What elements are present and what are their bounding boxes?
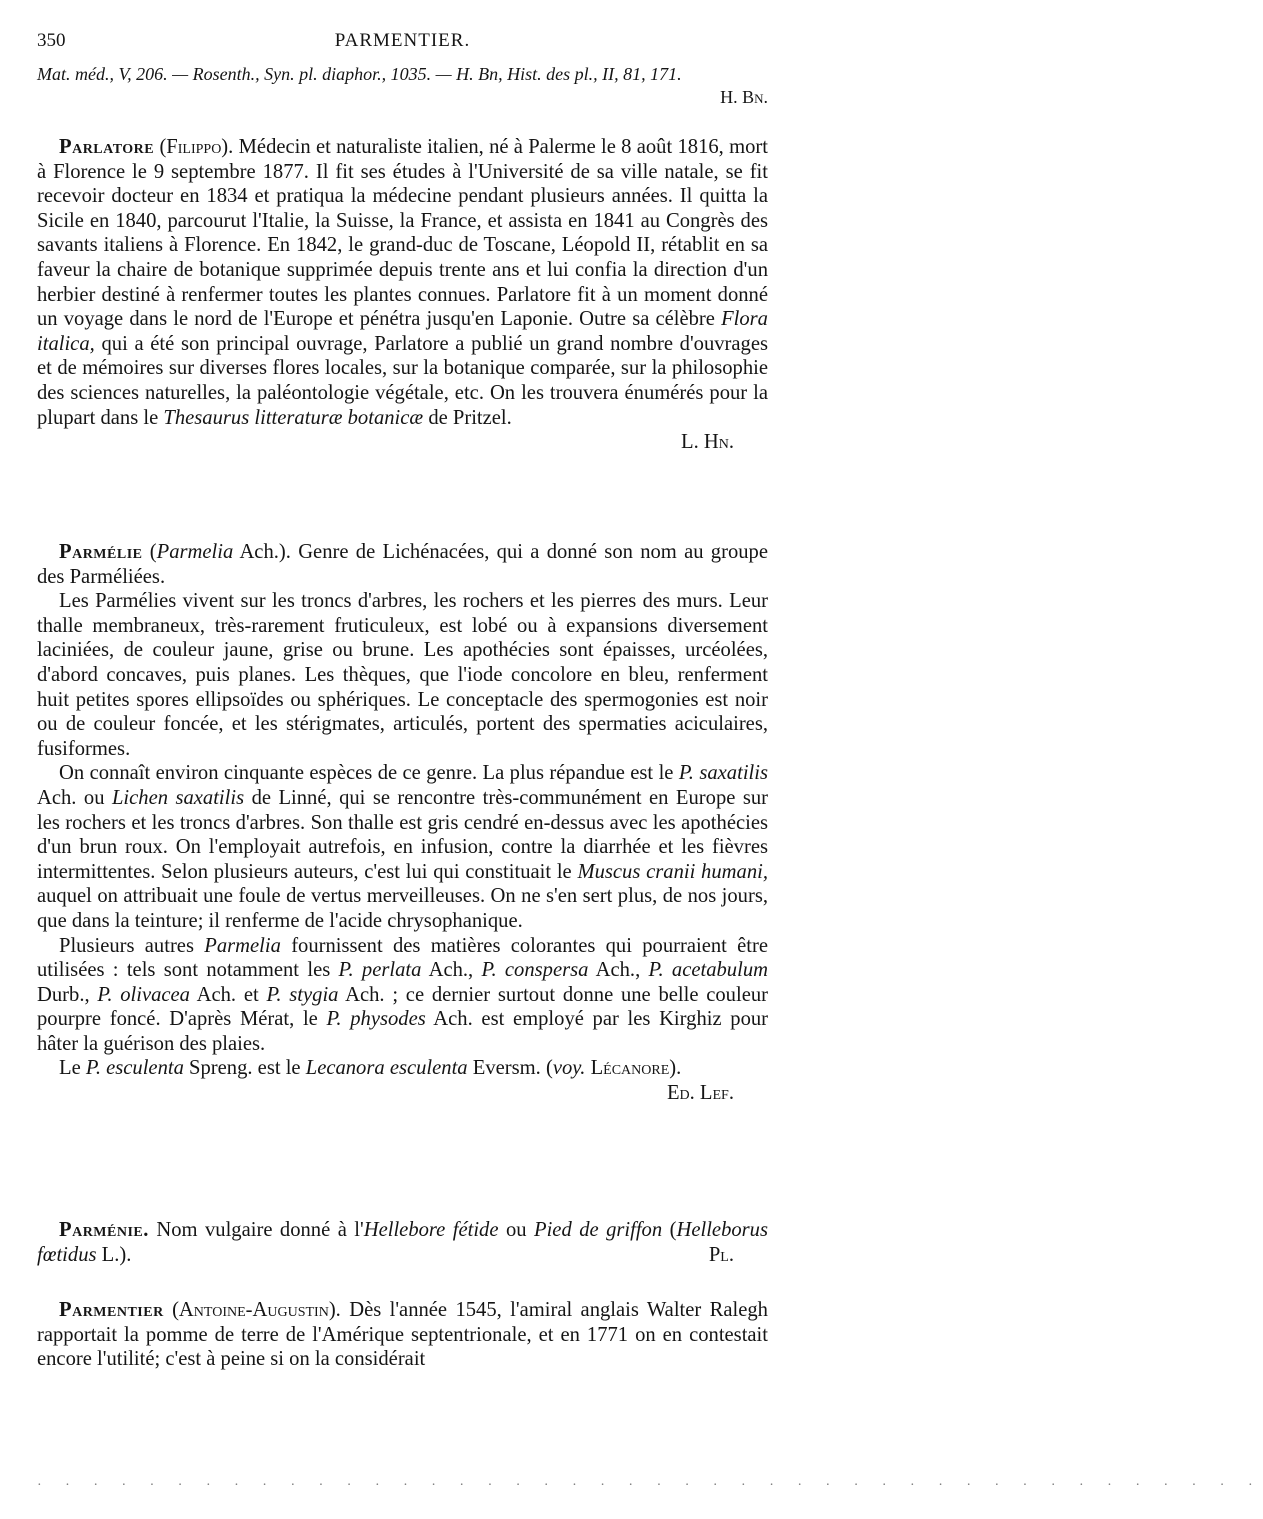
species-esculenta: P. esculenta [85, 1057, 184, 1080]
p2-text-c: de Linné, qui se rencontre très-communément en Europe sur les rochers et les troncs d'arbres. Son thalle est gris cendré en-dessus avec les apothécies d'un brun roux. On l'employait autrefois, en infusion, contre la diarrhée et les fièvres intermittentes. Selon plusieurs auteurs, c'est lui qui constituait le [37, 786, 768, 883]
forename-parlatore: (Filippo). [159, 136, 234, 158]
species-olivacea: P. olivacea [97, 983, 190, 1006]
bibliography-text: Mat. méd., V, 206. — Rosenth., Syn. pl. diaphor., 1035. — H. Bn, Hist. des pl., II, 81, 171. [37, 64, 682, 84]
p3-text-e: Durb., [37, 983, 90, 1006]
p4-text-d: ). [669, 1057, 682, 1080]
signature-parlatore: L. Hn. [680, 431, 734, 454]
genus-parmelia-2: Parmelia [204, 934, 281, 957]
running-title: PARMENTIER. [334, 30, 471, 51]
paragraph-parmelie-3 [37, 934, 768, 1057]
p3-text-i: Ach. est employé par les Kirghiz pour hâter la guérison des plaies. [37, 1008, 769, 1055]
species-saxatilis: P. saxatilis [678, 762, 768, 785]
paren-open: ( [149, 541, 157, 563]
page-number: 350 [37, 30, 66, 51]
entry-parmentier-paragraph [37, 1298, 768, 1372]
headword-parmenie: Parménie. [59, 1219, 149, 1241]
footer-marks: · · · · · · · · · · · · · · · · · · · · · · · · · · · · · · · · · · · · · · · · · · · · [37, 1478, 1263, 1493]
p3-text-d: Ach., [595, 959, 641, 982]
term-pied-de-griffon: Pied de griffon [534, 1219, 663, 1241]
title-thesaurus: Thesaurus litteraturæ botanicæ [163, 406, 424, 429]
forename-parmentier: (Antoine-Augustin). [172, 1299, 341, 1321]
entry-parlatore-paragraph [37, 135, 768, 430]
p2-text-b: Ach. ou [37, 786, 105, 809]
species-stygia: P. stygia [266, 983, 339, 1006]
parmenie-text-a: Nom vulgaire donné à l' [156, 1219, 364, 1241]
headword-parmentier: Parmentier [59, 1299, 164, 1321]
species-conspersa: P. conspersa [481, 959, 589, 982]
parmenie-text-d: L.). [101, 1243, 132, 1266]
p4-text-c: Eversm. ( [472, 1057, 553, 1080]
p3-text-a: Plusieurs autres [59, 934, 194, 957]
headword-parlatore: Parlatore [59, 136, 155, 158]
text-parmentier: Dès l'année 1545, l'amiral anglais Walter Ralegh rapportait la pomme de terre de l'Amérique septentrionale, et en 1771 on en contestait encore l'utilité; c'est à peine si on la considérait [37, 1299, 768, 1371]
species-lichen-saxatilis: Lichen saxatilis [111, 786, 245, 809]
p4-text-a: Le [59, 1057, 81, 1080]
entry-parmelie-intro [37, 540, 768, 589]
p3-text-f: Ach. et [196, 983, 259, 1006]
document-page [37, 0, 1263, 1519]
text-parlatore-2: qui a été son principal ouvrage, Parlatore a publié un grand nombre d'ouvrages et de mémoires sur diverses flores locales, sur la botanique comparée, sur la philosophie des sciences naturelles, la paléontologie végétale, etc. On les trouvera énumérés pour la plupart dans le [37, 332, 769, 429]
parmenie-text-b: ou [505, 1219, 527, 1241]
cross-ref-lecanore: Lécanore [590, 1057, 670, 1080]
paragraph-parmelie-4 [37, 1056, 768, 1081]
text-parlatore-3: de Pritzel. [428, 406, 512, 429]
voy-ref: voy. [552, 1057, 586, 1080]
signature-parmenie: Pl. [708, 1243, 734, 1266]
author-parmelia: Ach.). [239, 541, 291, 563]
p3-text-h: Ach. ; ce dernier surtout donne une belle couleur pourpre foncé. D'après Mérat, le [37, 983, 768, 1031]
term-hellebore-fetide: Hellebore fétide [363, 1219, 499, 1241]
entry-parlatore [37, 135, 768, 455]
paragraph-parmelie-2 [37, 761, 768, 933]
term-muscus-cranii: Muscus cranii humani, [577, 860, 768, 883]
species-acetabulum: P. acetabulum [648, 959, 768, 982]
p2-text-a: On connaît environ cinquante espèces de ce genre. La plus répandue est le [59, 762, 674, 785]
signature-parmelie: Ed. Lef. [666, 1082, 734, 1105]
page-header [37, 30, 768, 60]
species-perlata: P. perlata [338, 959, 422, 982]
p3-text-b: fournissent des matières colorantes qui pourraient être utilisées : tels sont notamment les [37, 934, 768, 982]
species-physodes: P. physodes [326, 1008, 426, 1031]
continued-bibliography [37, 63, 768, 107]
headword-parmelie: Parmélie [59, 541, 143, 563]
title-flora-italica: Flora italica, [37, 308, 768, 355]
parmenie-text-c: ( [669, 1219, 677, 1241]
p3-text-c: Ach., [428, 959, 474, 982]
p4-text-b: Spreng. est le [189, 1057, 301, 1080]
genus-parmelia: Parmelia [156, 541, 234, 563]
paragraph-parmelie-1: Les Parmélies vivent sur les troncs d'arbres, les rochers et les pierres des murs. Leur thalle membraneux, très-rarement fruticuleux, est lobé ou à expansions diversement laciniées, de couleur jaune, grise ou brune. Les apothécies sont épaisses, urcéolées, d'abord concaves, puis planes. Les thèques, que l'iode concolore en bleu, renferment huit petites spores ellipsoïdes ou sphériques. Le conceptacle des spermogonies est noir ou de couleur foncée, et les stérigmates, articulés, portent des spermaties aciculaires, fusiformes. [37, 590, 768, 760]
entry-parmentier [37, 1298, 768, 1372]
entry-parmelie [37, 540, 768, 1106]
bibliography-signature: H. Bn. [720, 87, 768, 107]
p2-text-d: auquel on attribuait une foule de vertus merveilleuses. On ne s'en sert plus, de nos jours, que dans la teinture; il renferme de l'acide chrysophanique. [37, 885, 768, 932]
term-helleborus-foetidus: Helleborus fœtidus [37, 1219, 768, 1266]
entry-parmenie [37, 1218, 768, 1267]
intro-parmelie: Genre de Lichénacées, qui a donné son nom au groupe des Parméliées. [37, 541, 768, 588]
species-lecanora-esculenta: Lecanora esculenta [305, 1057, 468, 1080]
text-parlatore: Médecin et naturaliste italien, né à Palerme le 8 août 1816, mort à Florence le 9 septembre 1877. Il fit ses études à l'Université de sa ville natale, se fit recevoir docteur en 1834 et pratiqua la médecine pendant plusieurs années. Il quitta la Sicile en 1840, parcourut l'Italie, la Suisse, la France, et assista en 1841 au Congrès des savants italiens à Florence. En 1842, le grand-duc de Toscane, Léopold II, rétablit en sa faveur la chaire de botanique supprimée depuis trente ans et lui confia la direction d'un herbier destiné à renfermer toutes les plantes connues. Parlatore fit à un moment donné un voyage dans le nord de l'Europe et pénétra jusqu'en Laponie. Outre sa célèbre [37, 136, 768, 331]
